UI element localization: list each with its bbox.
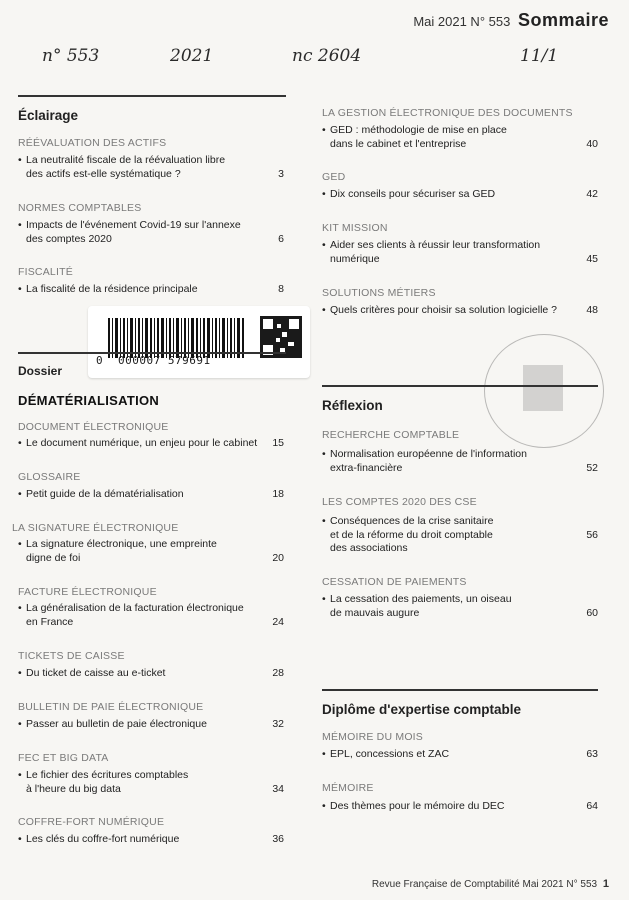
- barcode-lead-digit: 0: [96, 354, 103, 367]
- page-number: 28: [272, 667, 284, 679]
- page-number: 52: [586, 461, 598, 474]
- category-label: SOLUTIONS MÉTIERS: [322, 287, 436, 299]
- category-label: RECHERCHE COMPTABLE: [322, 429, 460, 441]
- stamp-emblem-icon: [523, 365, 563, 411]
- toc-entry[interactable]: [18, 154, 286, 181]
- category-label: FACTURE ÉLECTRONIQUE: [18, 586, 157, 598]
- entry-title: • Normalisation européenne de l'information extra-financière: [322, 448, 598, 475]
- section-heading-diplome: Diplôme d'expertise comptable: [322, 702, 522, 717]
- reflexion-rule: [322, 385, 598, 387]
- toc-entry[interactable]: [322, 515, 598, 556]
- entry-title: • Les clés du coffre-fort numérique: [18, 833, 286, 847]
- eclairage-rule: [18, 95, 286, 97]
- journal-name: Revue Française de Comptabilité: [371, 879, 520, 890]
- category-label: LA SIGNATURE ÉLECTRONIQUE: [12, 522, 179, 534]
- entry-title: • GED : méthodologie de mise en place dans le cabinet et l'entreprise: [322, 124, 598, 151]
- category-label: MÉMOIRE DU MOIS: [322, 731, 424, 743]
- toc-entry[interactable]: [322, 748, 598, 762]
- page-footer: [372, 878, 609, 890]
- entry-title: • Aider ses clients à réussir leur transformation numérique: [322, 239, 598, 266]
- category-label: GED: [322, 171, 346, 183]
- page-number: 3: [278, 167, 284, 180]
- barcode-number: 000007 579691: [118, 354, 211, 367]
- issue-header: [413, 10, 609, 31]
- entry-title: • La signature électronique, une empreinte digne de foi: [18, 538, 286, 565]
- toc-entry[interactable]: [18, 769, 286, 796]
- page-number: 34: [272, 782, 284, 795]
- entry-title: • Quels critères pour choisir sa solution logicielle ?: [322, 304, 598, 318]
- toc-entry[interactable]: [18, 833, 286, 847]
- handwritten-issue-number: n° 553: [42, 46, 100, 66]
- entry-title: • Des thèmes pour le mémoire du DEC: [322, 800, 598, 814]
- toc-entry[interactable]: [322, 800, 598, 814]
- entry-title: • Le fichier des écritures comptables à l'heure du big data: [18, 769, 286, 796]
- category-label: BULLETIN DE PAIE ÉLECTRONIQUE: [18, 701, 204, 713]
- page-number: 48: [586, 304, 598, 316]
- entry-title: • Petit guide de la dématérialisation: [18, 488, 286, 502]
- page-number: 40: [586, 137, 598, 150]
- page-number: 45: [586, 252, 598, 265]
- dossier-rule: [18, 352, 286, 354]
- entry-title: • Impacts de l'événement Covid-19 sur l'annexe des comptes 2020: [18, 219, 286, 246]
- footer-issue: Mai 2021 N° 553: [522, 879, 598, 890]
- toc-entry[interactable]: [18, 538, 286, 565]
- entry-title: • Conséquences de la crise sanitaire et de la réforme du droit comptable des associations: [322, 515, 598, 556]
- page-number: 63: [586, 748, 598, 760]
- page-title: Sommaire: [517, 10, 609, 30]
- category-label: TICKETS DE CAISSE: [18, 650, 125, 662]
- category-label: KIT MISSION: [322, 222, 388, 234]
- category-label: GLOSSAIRE: [18, 471, 81, 483]
- entry-title: • Dix conseils pour sécuriser sa GED: [322, 188, 598, 202]
- handwritten-reference: nc 2604: [292, 46, 362, 66]
- category-label: FEC ET BIG DATA: [18, 752, 109, 764]
- entry-title: • EPL, concessions et ZAC: [322, 748, 598, 762]
- folio-number: 1: [602, 878, 609, 890]
- handwritten-year: 2021: [170, 46, 214, 66]
- entry-title: • La cessation des paiements, un oiseau de mauvais augure: [322, 593, 598, 620]
- page-number: 36: [272, 833, 284, 845]
- toc-entry[interactable]: [18, 718, 286, 732]
- page-number: 24: [272, 615, 284, 628]
- category-label: RÉÉVALUATION DES ACTIFS: [18, 137, 167, 149]
- category-label: NORMES COMPTABLES: [18, 202, 142, 214]
- diplome-rule: [322, 689, 598, 691]
- page-number: 56: [586, 529, 598, 541]
- entry-title: • La fiscalité de la résidence principale: [18, 283, 286, 297]
- toc-entry[interactable]: [322, 304, 598, 318]
- entry-title: • La neutralité fiscale de la réévaluation libre des actifs est-elle systématique ?: [18, 154, 286, 181]
- issue-label: Mai 2021 N° 553: [413, 14, 511, 29]
- barcode-sticker: [88, 306, 310, 378]
- page-number: 42: [586, 188, 598, 200]
- toc-entry[interactable]: [18, 437, 286, 451]
- category-label: CESSATION DE PAIEMENTS: [322, 576, 467, 588]
- toc-entry[interactable]: [322, 239, 598, 266]
- entry-title: • Du ticket de caisse au e-ticket: [18, 667, 286, 681]
- toc-entry[interactable]: [18, 283, 286, 297]
- section-heading-reflexion: Réflexion: [322, 398, 383, 413]
- entry-title: • Le document numérique, un enjeu pour le cabinet: [18, 437, 286, 451]
- dossier-title: DÉMATÉRIALISATION: [18, 393, 160, 408]
- category-label: LA GESTION ÉLECTRONIQUE DES DOCUMENTS: [322, 107, 573, 119]
- handwritten-mark: 11/1: [520, 46, 559, 66]
- page-number: 32: [272, 718, 284, 730]
- entry-title: • Passer au bulletin de paie électronique: [18, 718, 286, 732]
- toc-entry[interactable]: [322, 124, 598, 151]
- toc-entry[interactable]: [322, 448, 598, 475]
- toc-entry[interactable]: [18, 602, 286, 629]
- page-number: 15: [272, 437, 284, 449]
- toc-entry[interactable]: [322, 188, 598, 202]
- category-label: COFFRE-FORT NUMÉRIQUE: [18, 816, 165, 828]
- entry-title: • La généralisation de la facturation électronique en France: [18, 602, 286, 629]
- category-label: DOCUMENT ÉLECTRONIQUE: [18, 421, 169, 433]
- category-label: FISCALITÉ: [18, 266, 73, 278]
- page-number: 18: [272, 488, 284, 500]
- toc-entry[interactable]: [322, 593, 598, 620]
- page-number: 60: [586, 606, 598, 619]
- category-label: MÉMOIRE: [322, 782, 374, 794]
- toc-entry[interactable]: [18, 488, 286, 502]
- page-number: 8: [278, 283, 284, 295]
- page-number: 6: [278, 232, 284, 245]
- toc-entry[interactable]: [18, 219, 286, 246]
- toc-entry[interactable]: [18, 667, 286, 681]
- section-heading-eclairage: Éclairage: [18, 108, 79, 123]
- section-heading-dossier: Dossier: [18, 364, 63, 378]
- page-number: 64: [586, 800, 598, 812]
- page-number: 20: [272, 551, 284, 564]
- category-label: LES COMPTES 2020 DES CSE: [322, 496, 477, 508]
